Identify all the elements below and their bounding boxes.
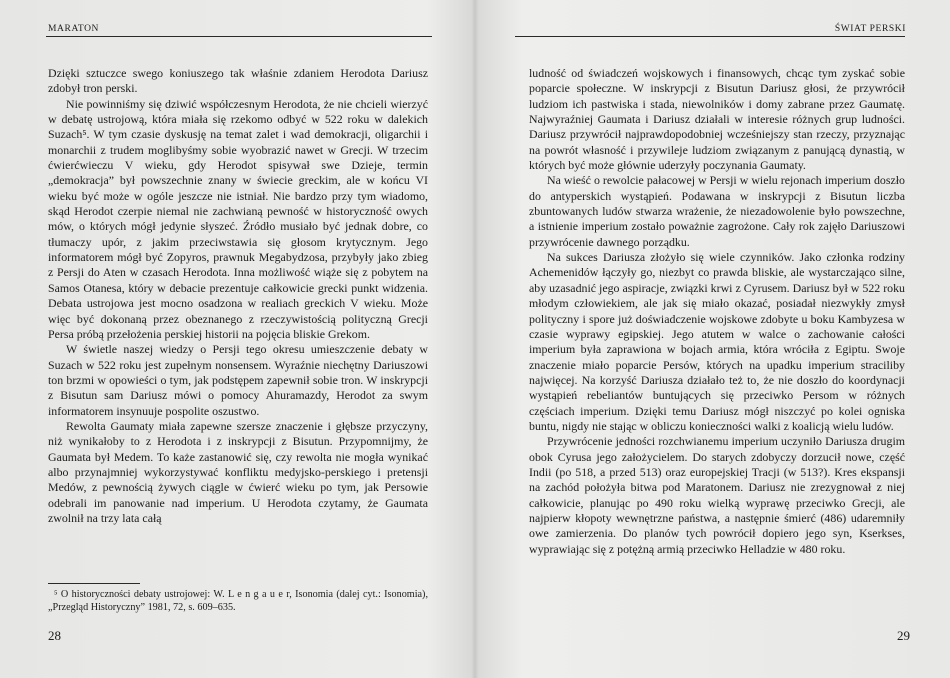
paragraph: Na wieść o rewolcie pałacowej w Persji w wielu rejonach imperium doszło do antyperskich wystąpień. Podawana w inskrypcji z Bisutun liczba zbuntowanych ludów stwarza wrażenie, że niezadowolenie było powszechne, a istnienie imperium zostało poważnie zagrożone. Cały rok zajęło Dariuszowi przywrócenie dawnego porządku.	[529, 173, 905, 249]
paragraph: Na sukces Dariusza złożyło się wiele czynników. Jako członka rodziny Achemenidów łączyły go, niezbyt co prawda bliskie, ale wystarczająco silne, aby uzasadnić jego aspiracje, związki krwi z Cyrusem. Dariusz był w 522 roku młodym człowiekiem, ale jak się miało okazać, posiadał niezwykły zmysł polityczny i spore już doświadczenie wojskowe zdobyte u boku Kambyzesa w czasie wyprawy egipskiej. Jego atutem w walce o zachowanie całości imperium była zaprawiona w bojach armia, która wróciła z Egiptu. Swoje znaczenie miało poparcie Persów, których na upadku imperium straciliby najwięcej. Na korzyść Dariusza działało też to, że nie doszło do koordynacji wystąpień rebeliantów buntujących się przeciwko Persom w różnych częściach imperium. Dzięki temu Dariusz mógł niszczyć po kolei ogniska buntu, nigdy nie stając w obliczu konieczności walki z koalicją wielu ludów.	[529, 250, 905, 433]
right-page	[475, 0, 950, 678]
paragraph: Nie powinniśmy się dziwić współczesnym Herodota, że nie chcieli wierzyć w debatę ustrojową, która miała się rzekomo odbyć w 522 roku w dalekich Suzach⁵. W tym czasie dyskusję na temat zalet i wad demokracji, oligarchii i monarchii z trudem moglibyśmy sobie wyobrazić nawet w Grecji. W trzecim ćwierćwieczu V wieku, gdy Herodot spisywał swe Dzieje, termin „demokracja” był powszechnie znany w świecie greckim, ale w końcu VI wieku być może w ogóle jeszcze nie istniał. Nie bardzo przy tym wiadomo, skąd Herodot czerpie niemal nie zachwianą pewność w historyczność owych mów, o których mógł jedynie słyszeć. Źródło musiało być jednak dobre, co tłumaczy upór, z jakim przeciwstawia się głosom krytycznym. Jego informatorem mógł być Zopyros, prawnuk Megabydzosa, przybyły jako zbieg z Persji do Aten w czasach Herodota. Inna możliwość wiąże się z pobytem na Samos Otanesa, który w debacie prezentuje całkowicie grecki punkt widzenia. Debata ustrojowa jest mocno osadzona w realiach greckich V wieku. Może więc być dokonaną przez obeznanego z rzeczywistością polityczną Grecji Persa próbą przełożenia perskiej historii na pojęcia bliskie Grekom.	[48, 96, 428, 341]
paragraph: Przywrócenie jedności rozchwianemu imperium uczyniło Dariusza drugim obok Cyrusa jego założycielem. Do starych zdobyczy dorzucił nowe, część Indii (po 518, a przed 513) oraz europejskiej Tracji (w 513?). Kres ekspansji na zachód położyła bitwa pod Maratonem. Dariusz nie zrezygnował z niej całkowicie, planując po 490 roku wielką wyprawę przeciwko Grecji, ale najpierw kłopoty wewnętrzne państwa, a następnie śmierć (486) udaremniły owe zamierzenia. Do planów tych powrócił dopiero jego syn, Kserkses, wyprawiając się z potężną armią przeciwko Helladzie w 480 roku.	[529, 434, 905, 556]
paragraph: ludność od świadczeń wojskowych i finansowych, chcąc tym zyskać sobie poparcie społeczne. W inskrypcji z Bisutun Dariusz głosi, że przywrócił ludziom ich pastwiska i stada, niewolników i domy zabrane przez Gaumatę. Najwyraźniej Gaumata i Dariusz działali w interesie różnych grup ludności. Dariusz przywrócił najprawdopodobniej wcześniejszy stan rzeczy, przyznając na powrót własność i przywileje ludziom związanym z panującą dynastią, w których być może głównie uderzyły poczynania Gaumaty.	[529, 66, 905, 173]
running-header: MARATON	[48, 24, 100, 34]
footnote: ⁵ O historyczności debaty ustrojowej: W. L e n g a u e r, Isonomia (dalej cyt.: Isonomia), „Przegląd Historyczny” 1981, 72, s. 609–635.	[48, 589, 428, 613]
body-text	[529, 66, 905, 557]
page-number: 28	[48, 628, 61, 643]
header-rule	[46, 36, 432, 37]
running-header: ŚWIAT PERSKI	[834, 24, 906, 34]
footnote-rule	[48, 583, 140, 584]
paragraph: Rewolta Gaumaty miała zapewne szersze znaczenie i głębsze przyczyny, niż wynikałoby to z Herodota i z inskrypcji z Bisutun. Przypomnijmy, że Gaumata był Medem. To każe zastanowić się, czy rewolta nie mogła wynikać albo przynajmniej wykorzystywać konfliktu medyjsko-perskiego i pretensji Medów, z pewnością żywych ciągle w ćwierć wieku po tym, jak Persowie odebrali im panowanie nad imperium. U Herodota czytamy, że Gaumata zwolnił na trzy lata całą	[48, 418, 428, 525]
paragraph: W świetle naszej wiedzy o Persji tego okresu umieszczenie debaty w Suzach w 522 roku jest zupełnym nonsensem. Wyraźnie niechętny Dariuszowi ton brzmi w opowieści o tym, jak podstępem zapewnił sobie tron. W inskrypcji z Bisutun sam Dariusz mówi o pomocy Ahuramazdy, Herodot za swym informatorem insynuuje pospolite oszustwo.	[48, 342, 428, 418]
header-rule	[515, 36, 905, 37]
paragraph: Dzięki sztuczce swego koniuszego tak właśnie zdaniem Herodota Dariusz zdobył tron perski.	[48, 66, 428, 96]
page-number: 29	[897, 628, 910, 643]
body-text	[48, 66, 428, 526]
